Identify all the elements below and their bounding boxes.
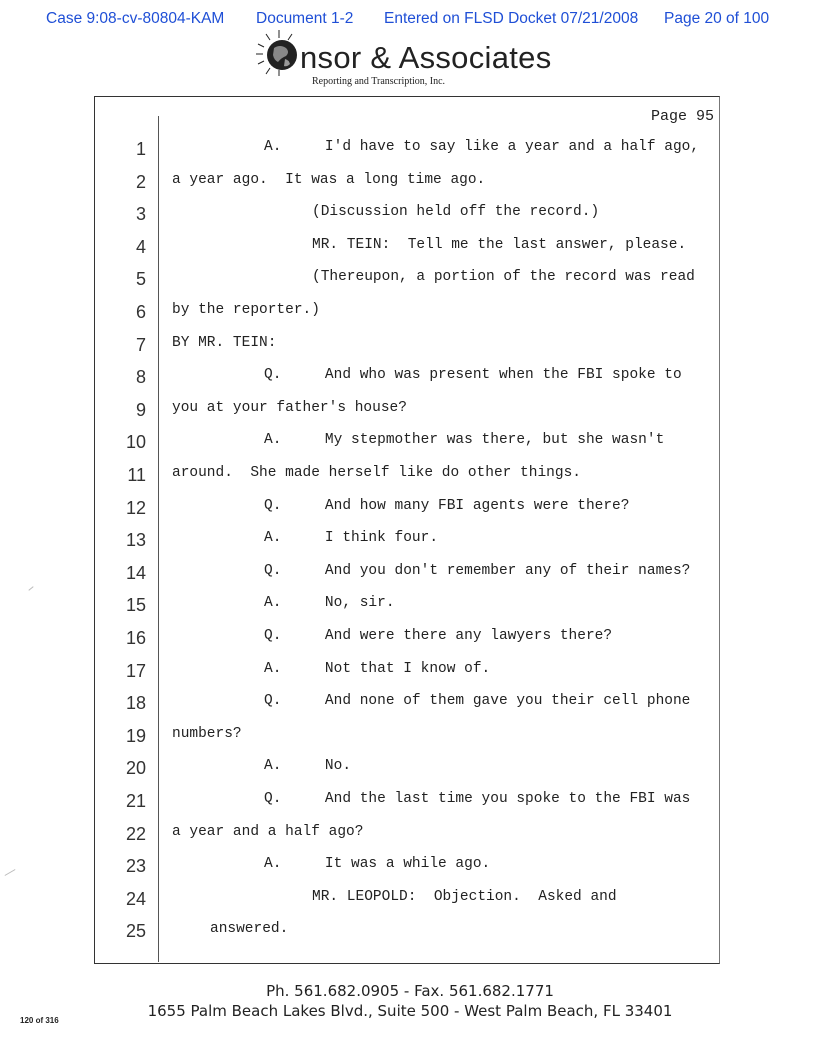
line-number: 7	[135, 334, 146, 355]
reporter-tagline: Reporting and Transcription, Inc.	[312, 76, 446, 87]
transcript-line	[94, 133, 718, 166]
line-text: Q. And how many FBI agents were there?	[264, 497, 630, 514]
transcript-line	[94, 459, 718, 492]
line-number: 5	[135, 269, 146, 290]
line-number: 12	[125, 497, 146, 518]
transcript-line	[94, 557, 718, 590]
contact-line: Ph. 561.682.0905 - Fax. 561.682.1771	[266, 982, 554, 1000]
transcript-line	[94, 818, 718, 851]
line-text: (Discussion held off the record.)	[312, 204, 600, 221]
line-text: MR. TEIN: Tell me the last answer, please.	[312, 236, 687, 253]
transcript-line	[94, 850, 718, 883]
transcript-line	[94, 361, 718, 394]
line-text: you at your father's house?	[172, 399, 407, 416]
line-text: by the reporter.)	[172, 302, 320, 318]
line-number: 9	[135, 399, 146, 420]
line-number: 24	[125, 888, 146, 909]
line-number: 3	[135, 204, 146, 225]
docket-entry: Entered on FLSD Docket 07/21/2008	[384, 10, 639, 27]
line-text: answered.	[210, 921, 289, 938]
transcript-line	[94, 329, 718, 362]
transcript-line	[94, 166, 718, 199]
line-text: Q. And who was present when the FBI spoke to	[264, 367, 682, 384]
line-number: 20	[125, 758, 146, 779]
transcript-line	[94, 785, 718, 818]
transcript-line	[94, 915, 718, 948]
line-number: 11	[127, 465, 146, 485]
line-text: numbers?	[172, 725, 242, 742]
transcript-line	[94, 394, 718, 427]
line-number: 4	[135, 236, 146, 257]
transcript-line	[94, 622, 718, 655]
reporter-logo	[246, 26, 576, 92]
line-number: 19	[125, 725, 146, 746]
line-number: 2	[135, 171, 146, 192]
line-number: 8	[135, 367, 146, 388]
line-number: 14	[125, 562, 146, 583]
transcript-line	[94, 426, 718, 459]
address-line: 1655 Palm Beach Lakes Blvd., Suite 500 - West Palm Beach, FL 33401	[147, 1002, 673, 1020]
line-number: 25	[125, 921, 146, 942]
line-text: A. It was a while ago.	[264, 856, 491, 873]
transcript-line	[94, 589, 718, 622]
line-text: Q. And the last time you spoke to the FBI was	[264, 791, 691, 807]
transcript-line	[94, 720, 718, 753]
scan-mark	[28, 586, 33, 591]
transcript-line	[94, 296, 718, 329]
line-text: Q. And were there any lawyers there?	[264, 628, 613, 644]
transcript-line	[94, 231, 718, 264]
filing-page-number: Page 20 of 100	[664, 10, 770, 27]
transcript-line	[94, 524, 718, 557]
transcript-page-label: Page 95	[650, 108, 714, 125]
pdf-page-info: 120 of 316	[20, 1016, 59, 1025]
line-text: MR. LEOPOLD: Objection. Asked and	[312, 888, 617, 905]
line-text: A. No, sir.	[264, 595, 395, 612]
case-number: Case 9:08-cv-80804-KAM	[46, 10, 225, 27]
transcript-line	[94, 198, 718, 231]
line-number: 6	[135, 302, 146, 322]
line-number: 10	[125, 432, 146, 453]
line-text: around. She made herself like do other things.	[172, 465, 581, 481]
line-text: A. I'd have to say like a year and a half ago,	[264, 139, 700, 155]
line-number: 1	[135, 139, 146, 159]
transcript-line	[94, 687, 718, 720]
document-number: Document 1-2	[256, 10, 354, 27]
transcript-line	[94, 883, 718, 916]
line-text: A. My stepmother was there, but she wasn't	[264, 432, 665, 449]
line-text: A. Not that I know of.	[264, 660, 491, 677]
scan-mark	[5, 869, 16, 876]
transcript-line	[94, 752, 718, 785]
line-number: 22	[125, 823, 146, 844]
line-number: 21	[125, 791, 146, 811]
reporter-name: nsor & Associates	[300, 40, 552, 75]
line-number: 23	[125, 856, 146, 877]
line-text: Q. And you don't remember any of their names?	[264, 562, 691, 579]
line-text: A. No.	[264, 758, 352, 775]
line-number: 13	[125, 530, 146, 551]
line-text: a year and a half ago?	[172, 823, 364, 840]
line-number: 16	[125, 628, 146, 648]
transcript-line	[94, 492, 718, 525]
line-text: a year ago. It was a long time ago.	[172, 171, 486, 188]
line-number: 15	[125, 595, 146, 616]
line-text: Q. And none of them gave you their cell phone	[264, 693, 691, 710]
line-text: (Thereupon, a portion of the record was read	[312, 269, 695, 286]
line-text: BY MR. TEIN:	[172, 334, 277, 351]
line-number: 18	[125, 693, 146, 714]
transcript-line	[94, 263, 718, 296]
line-text: A. I think four.	[264, 530, 439, 547]
transcript-line	[94, 655, 718, 688]
line-number: 17	[125, 660, 146, 681]
globe-logo-icon	[254, 28, 304, 78]
